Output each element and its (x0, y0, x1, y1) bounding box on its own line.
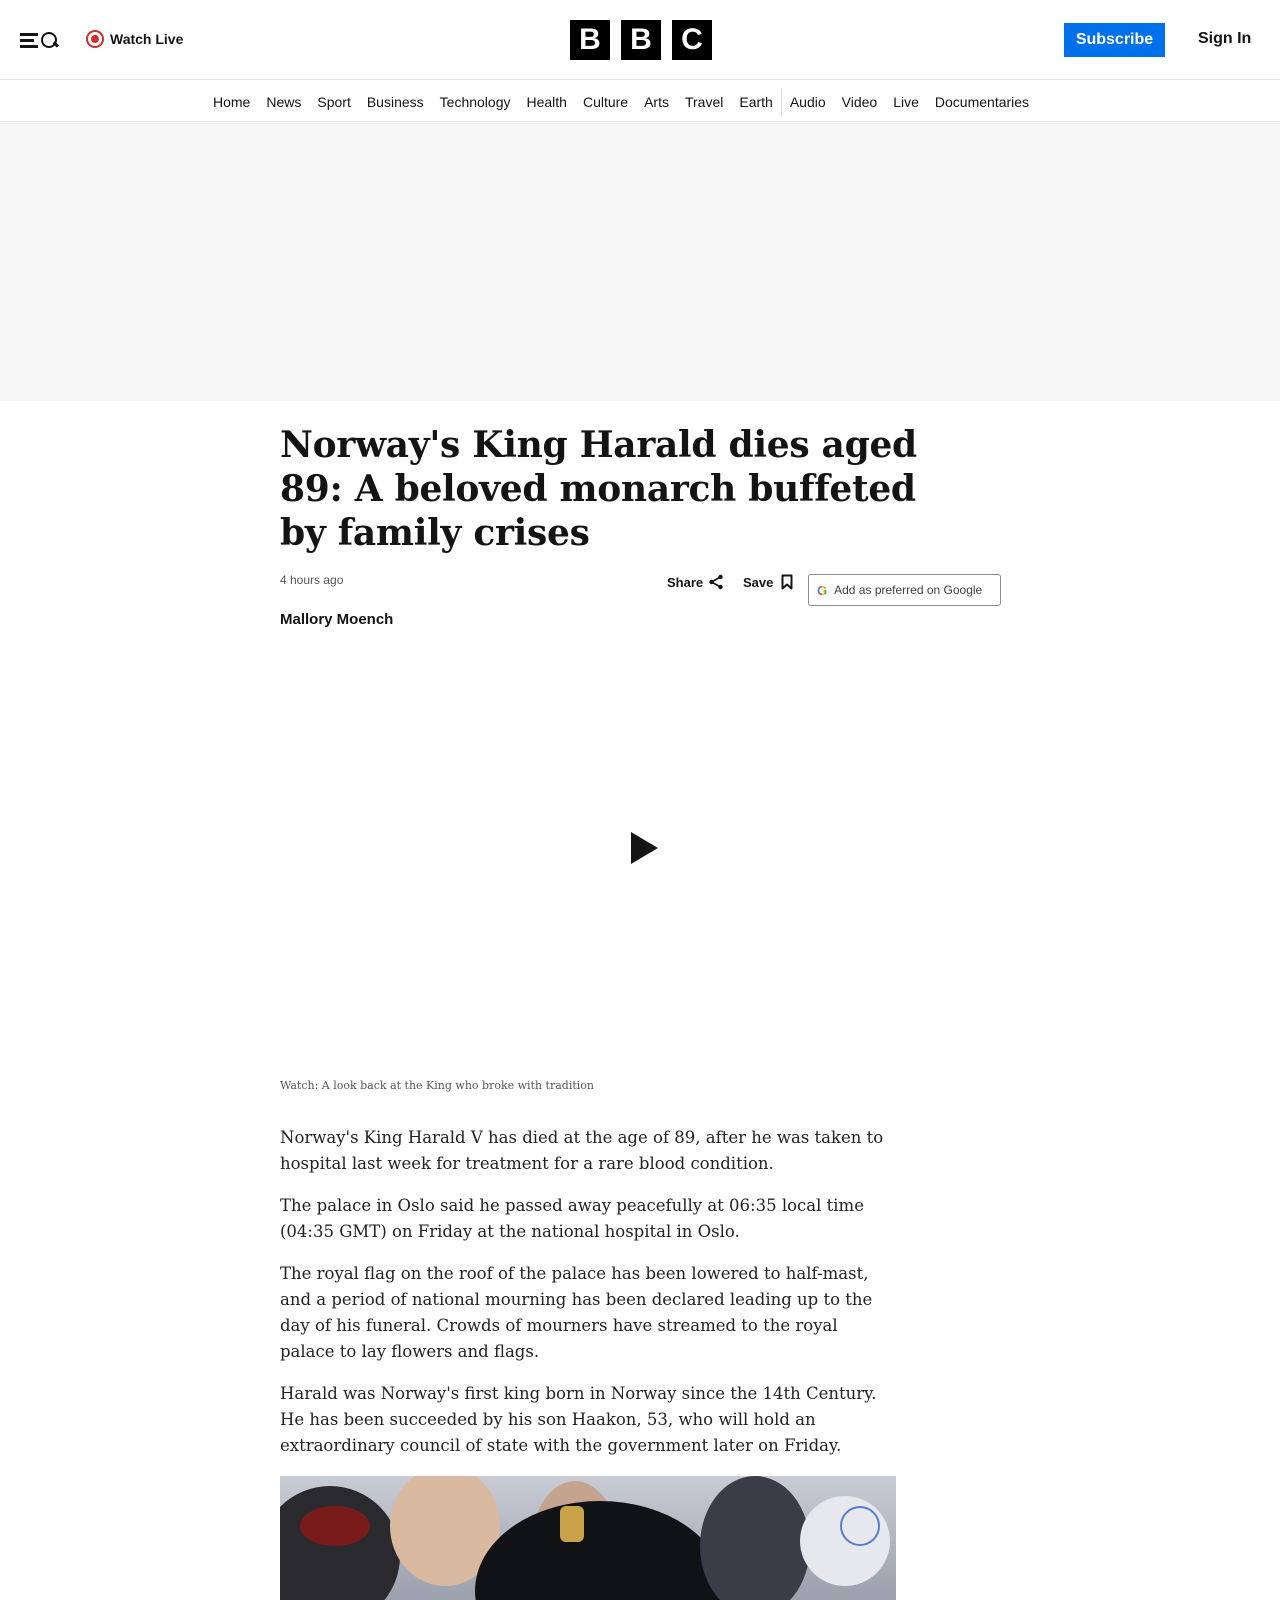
nav-item-technology[interactable]: Technology (439, 93, 511, 110)
save-button[interactable] (743, 572, 793, 592)
watch-live-button[interactable] (86, 29, 183, 49)
bbc-logo[interactable] (570, 20, 712, 60)
article-byline: Mallory Moench (280, 611, 394, 628)
play-icon[interactable] (631, 832, 658, 864)
nav-item-news[interactable]: News (266, 93, 302, 110)
google-g-icon: G (817, 582, 828, 598)
nav-item-business[interactable]: Business (366, 93, 424, 110)
main-nav (0, 81, 1280, 122)
watch-live-label: Watch Live (110, 31, 184, 47)
nav-item-video[interactable]: Video (841, 93, 878, 110)
video-player[interactable] (280, 644, 1000, 1049)
article-headline: Norway's King Harald dies aged 89: A beloved monarch buffeted by family crises (280, 424, 917, 554)
logo-letter-b1: B (570, 20, 610, 60)
article-paragraph: Harald was Norway's first king born in Norway since the 14th Century. He has been succeeded by his son Haakon, 53, who will hold an extraordinary council of state with the government later on Friday. (280, 1384, 877, 1455)
sign-in-link[interactable]: Sign In (1198, 30, 1252, 47)
article-body (280, 1125, 896, 1475)
share-label: Share (667, 574, 704, 590)
site-header (0, 0, 1280, 80)
menu-search-button[interactable] (20, 28, 62, 52)
nav-item-audio[interactable]: Audio (789, 93, 826, 110)
subscribe-button[interactable]: Subscribe (1064, 23, 1165, 57)
nav-item-arts[interactable]: Arts (644, 93, 669, 110)
logo-letter-c: C (672, 20, 712, 60)
article-paragraph: Norway's King Harald V has died at the age of 89, after he was taken to hospital last week for treatment for a rare blood condition. (280, 1128, 884, 1173)
nav-item-travel[interactable]: Travel (684, 93, 724, 110)
article-image (280, 1476, 896, 1600)
article-timestamp: 4 hours ago (280, 573, 344, 587)
share-icon (708, 574, 724, 590)
logo-letter-b2: B (621, 20, 661, 60)
hamburger-icon (20, 32, 38, 48)
save-label: Save (743, 574, 774, 590)
nav-item-earth[interactable]: Earth (739, 93, 773, 110)
nav-item-documentaries[interactable]: Documentaries (934, 93, 1030, 110)
nav-item-health[interactable]: Health (526, 93, 567, 110)
nav-item-culture[interactable]: Culture (582, 93, 629, 110)
live-dot-icon (86, 30, 104, 48)
add-preferred-google-button[interactable] (808, 574, 1001, 606)
nav-item-sport[interactable]: Sport (317, 93, 351, 110)
nav-list (205, 81, 1037, 122)
bookmark-icon (781, 574, 793, 590)
nav-item-home[interactable]: Home (213, 93, 251, 110)
google-button-label: Add as preferred on Google (834, 583, 983, 597)
video-caption: Watch: A look back at the King who broke with tradition (280, 1079, 594, 1092)
ad-placeholder (0, 122, 1280, 401)
article-paragraph: The palace in Oslo said he passed away peacefully at 06:35 local time (04:35 GMT) on Friday at the national hospital in Oslo. (280, 1196, 864, 1241)
share-button[interactable] (667, 572, 724, 592)
article-paragraph: The royal flag on the roof of the palace has been lowered to half-mast, and a period of national mourning has been declared leading up to the day of his funeral. Crowds of mourners have streamed to the royal palace to lay flowers and flags. (280, 1264, 873, 1361)
nav-item-live[interactable]: Live (893, 93, 919, 110)
search-icon (41, 32, 58, 49)
